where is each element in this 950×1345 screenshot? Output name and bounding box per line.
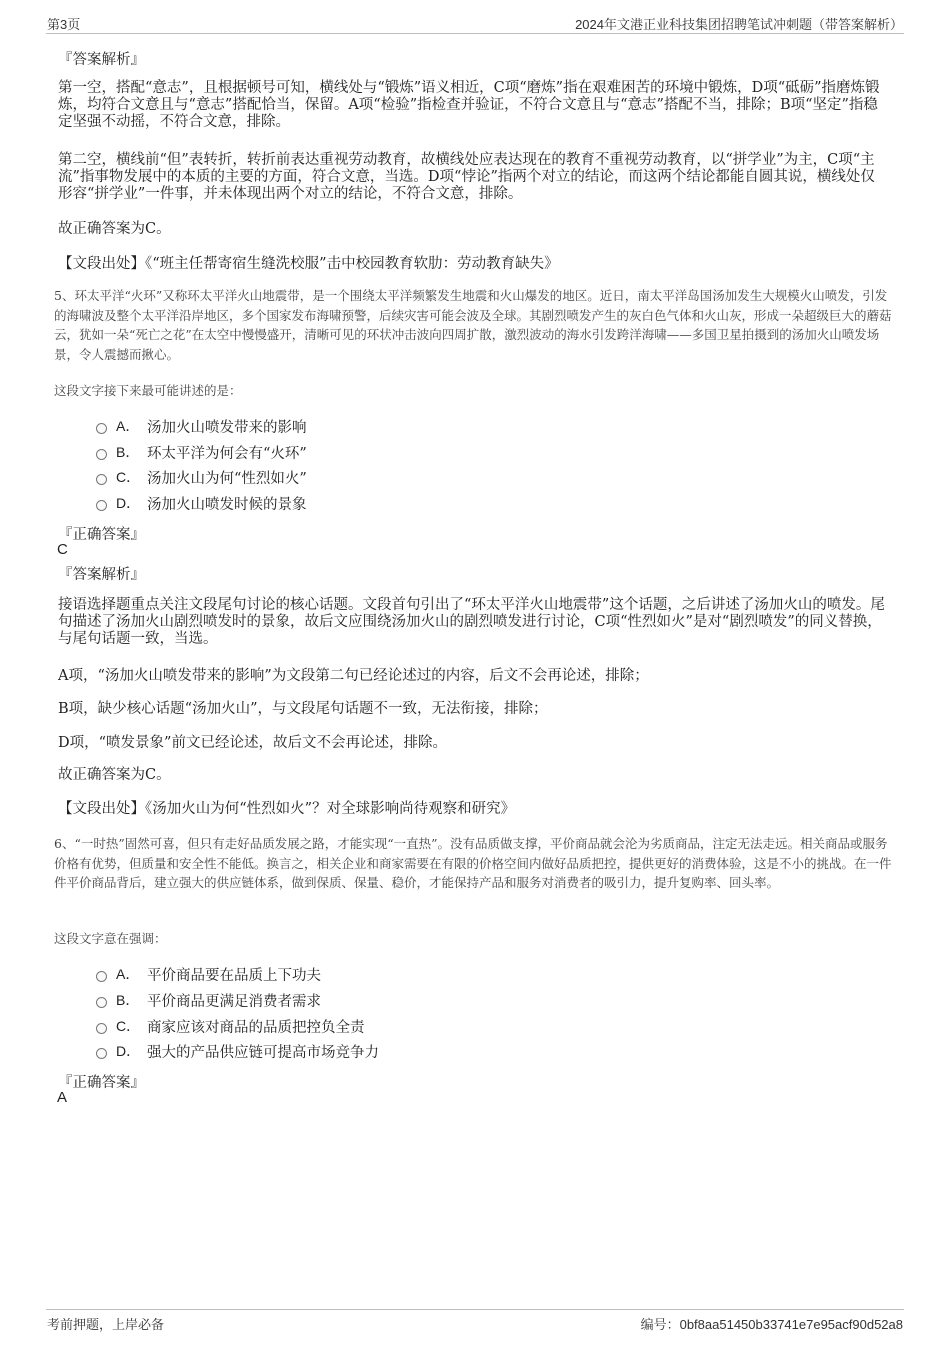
option-label: D． [116,1043,141,1059]
q5-question: 这段文字接下来最可能讲述的是： [54,383,242,398]
footer-code-label: 编号： [640,1317,680,1332]
radio-icon[interactable] [96,423,107,434]
q5-option-d[interactable] [96,492,307,514]
option-text: 平价商品更满足消费者需求 [147,993,321,1010]
footer-slogan: 考前押题，上岸必备 [47,1317,165,1332]
q5-conclusion: 故正确答案为C。 [58,767,171,783]
q5-stem: 5、环太平洋“火环”又称环太平洋火山地震带，是一个围绕太平洋频繁发生地震和火山爆发的地区。近日，南太平洋岛国汤加发生大规模火山喷发，引发的海啸波及整个太平洋沿岸地区，多个国家发布海啸预警，后续灾害可能会波及全球。其剧烈喷发产生的灰白色气体和火山灰，形成一朵超级巨大的蘑菇云，犹如一朵“死亡之花”在太空中慢慢盛开，清晰可见的环状冲击波向四周扩散，激烈波动的海水引发跨洋海啸——多国卫星拍摄到的汤加火山喷发场景，令人震撼而揪心。 [54,288,892,362]
q5-answer: C [57,541,68,558]
footer-divider [46,1309,904,1310]
q4-source: 【文段出处】《“班主任帮寄宿生缝洗校服”击中校园教育软肋：劳动教育缺失》 [58,256,559,272]
q5-option-a[interactable] [96,415,307,437]
q6-question: 这段文字意在强调： [54,931,167,946]
document-title: 2024年文港正业科技集团招聘笔试冲刺题（带答案解析） [575,17,903,32]
q6-answer: A [57,1089,68,1106]
option-text: 汤加火山为何“性烈如火” [147,470,307,487]
q5-source: 【文段出处】《汤加火山为何“性烈如火”？对全球影响尚待观察和研究》 [58,801,516,817]
radio-icon[interactable] [96,1048,107,1059]
option-text: 强大的产品供应链可提高市场竞争力 [147,1044,379,1061]
q5-answer-heading: 『正确答案』 [58,527,145,543]
q4-analysis-paragraph-1: 第一空，搭配“意志”，且根据顿号可知，横线处与“锻炼”语义相近，C项“磨炼”指在艰难困苦的环境中锻炼，D项“砥砺”指磨炼锻炼，均符合文意且与“意志”搭配恰当，保留。A项“检验”指检查并验证，不符合文意且与“意志”搭配不当，排除；B项“坚定”指稳定坚强不动摇，不符合文意，排除。 [58,80,880,130]
q5-analysis-paragraph-2: A项，“汤加火山喷发带来的影响”为文段第二句已经论述过的内容，后文不会再论述，排除； [58,668,649,684]
q6-stem: 6、“一时热”固然可喜，但只有走好品质发展之路，才能实现“一直热”。没有品质做支撑，平价商品就会沦为劣质商品，注定无法走远。相关商品或服务价格有优势，但质量和安全性不能低。换言之，相关企业和商家需要在有限的价格空间内做好品质把控，提供更好的消费体验，这是不小的挑战。在一件件平价商品背后，建立强大的供应链体系，做到保质、保量、稳价，才能保持产品和服务对消费者的吸引力，提升复购率、回头率。 [54,836,892,891]
q6-option-a[interactable] [96,963,321,985]
q4-conclusion: 故正确答案为C。 [58,221,171,237]
q6-answer-heading: 『正确答案』 [58,1075,145,1091]
footer-code-value: 0bf8aa51450b33741e7e95acf90d52a8 [679,1317,903,1332]
q6-option-b[interactable] [96,989,321,1011]
option-text: 汤加火山喷发时候的景象 [147,496,307,513]
q5-analysis-paragraph-4: D项，“喷发景象”前文已经论述，故后文不会再论述，排除。 [58,735,447,751]
radio-icon[interactable] [96,474,107,485]
q4-analysis-heading: 『答案解析』 [58,52,145,68]
q6-option-d[interactable] [96,1040,379,1062]
option-text: 平价商品要在品质上下功夫 [147,967,321,984]
q5-analysis-heading: 『答案解析』 [58,567,145,583]
option-label: D． [116,495,141,511]
radio-icon[interactable] [96,997,107,1008]
option-text: 汤加火山喷发带来的影响 [147,419,307,436]
header-divider [46,33,904,34]
q5-option-c[interactable] [96,466,307,488]
q4-analysis-paragraph-2: 第二空，横线前“但”表转折，转折前表达重视劳动教育，故横线处应表达现在的教育不重视劳动教育，以“拼学业”为主，C项“主流”指事物发展中的本质的主要的方面，符合文意，当选。D项“悖论”指两个对立的结论，而这两个结论都能自圆其说，横线处仅形容“拼学业”一件事，并未体现出两个对立的结论，不符合文意，排除。 [58,152,875,202]
footer-code [641,1314,903,1333]
option-label: C． [116,1018,141,1034]
q5-analysis-paragraph-3: B项，缺少核心话题“汤加火山”，与文段尾句话题不一致，无法衔接，排除； [58,701,548,717]
option-label: B． [116,992,140,1008]
q5-option-b[interactable] [96,441,307,463]
option-label: B． [116,444,140,460]
option-text: 环太平洋为何会有“火环” [147,445,307,462]
radio-icon[interactable] [96,449,107,460]
radio-icon[interactable] [96,500,107,511]
q6-option-c[interactable] [96,1015,365,1037]
radio-icon[interactable] [96,1023,107,1034]
page-number: 第3页 [47,17,81,32]
radio-icon[interactable] [96,971,107,982]
option-label: A． [116,966,140,982]
q5-analysis-paragraph-1: 接语选择题重点关注文段尾句讨论的核心话题。文段首句引出了“环太平洋火山地震带”这个话题，之后讲述了汤加火山的喷发。尾句描述了汤加火山剧烈喷发时的景象，故后文应围绕汤加火山的剧烈喷发进行讨论，C项“性烈如火”是对“剧烈喷发”的同义替换，与尾句话题一致，当选。 [58,597,885,647]
option-label: C． [116,469,141,485]
option-text: 商家应该对商品的品质把控负全责 [147,1019,365,1036]
option-label: A． [116,418,140,434]
